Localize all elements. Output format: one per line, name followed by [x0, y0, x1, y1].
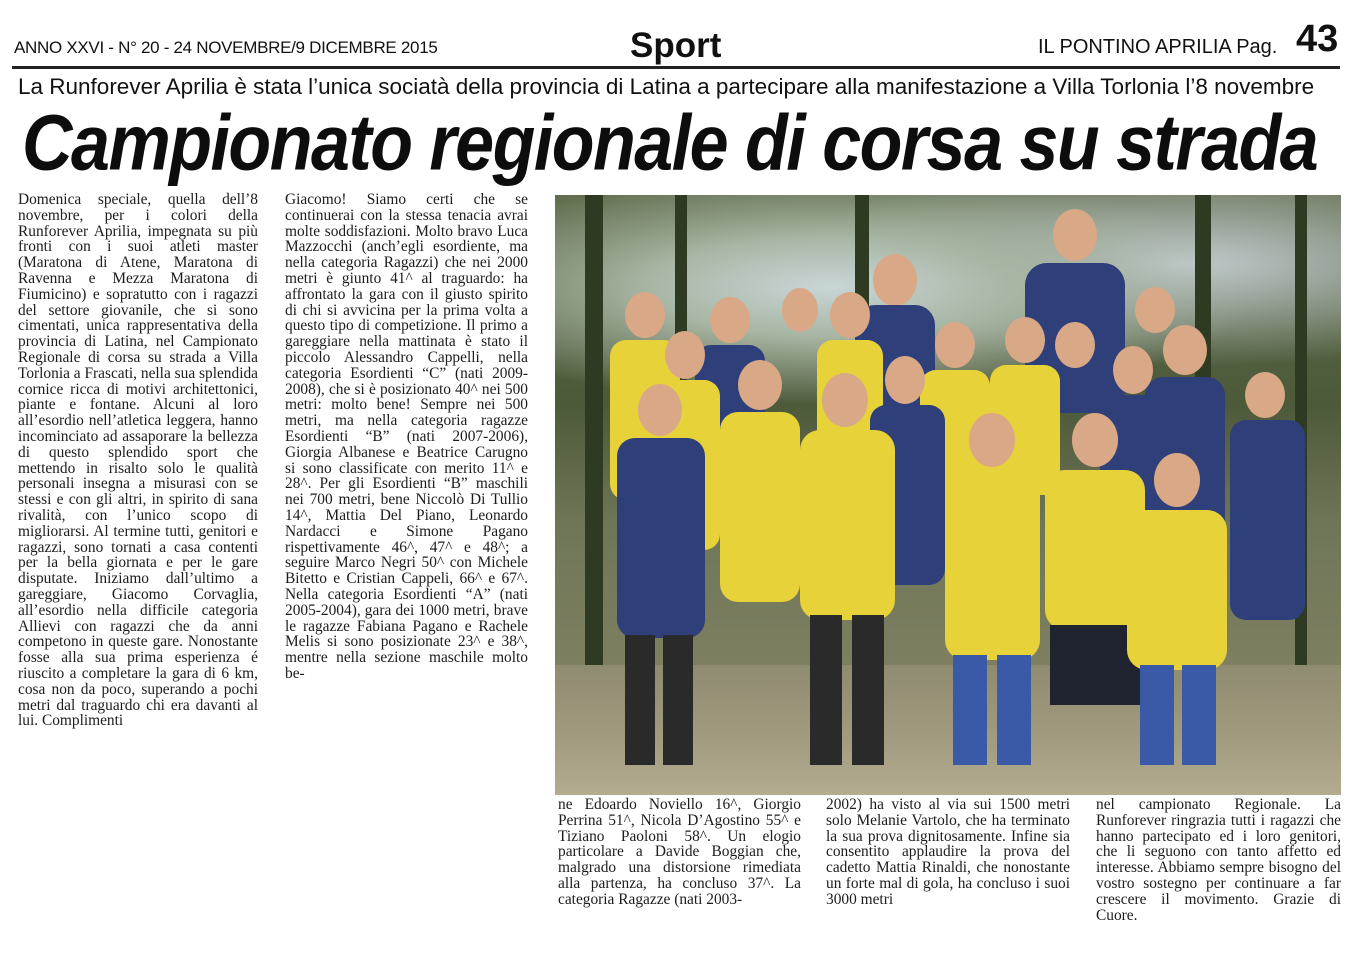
article-headline: Campionato regionale di corsa su strada: [22, 99, 1318, 187]
header-rule: [12, 66, 1340, 69]
article-column-2: [285, 192, 528, 952]
team-photo: [555, 195, 1341, 795]
column-1-text: Domenica speciale, quella dell’8 novembre, per i colori della Runforever Aprilia, impegnata su più fronti con i suoi atleti master (Maratona di Atene, Maratona di Ravenna e Mezza Maratona di Fiumicino) e sopratutto con i ragazzi del settore giovanile, che si sono cimentati, unica rappresentativa della provincia di Latina, nel Campionato Regionale di corsa su strada a Villa Torlonia a Frascati, nella sua splendida cornice ricca di motivi architettonici, piante e fontane. Alcuni al loro all’esordio nell’atletica leggera, hanno incominciato ad assaporare la bellezza di questo splendido sport che mettendo in risalto solo le qualità personali insegna a misurasi con se stessi e con gli altri, in spirito di sana rivalità, con l’unico scopo di migliorarsi. Al termine tutti, genitori e ragazzi, sono tornati a casa contenti per la bella giornata e per le gare disputate. Iniziamo dall’ultimo a gareggiare, Giacomo Corvaglia, all’esordio nella difficile categoria Allievi con ragazzi che da anni competono in queste gare. Nonostante fosse alla sua prima esperienza é riuscito a completare la gara di 6 km, cosa non da poco, superando a pochi metri dal traguardo chi era davanti al lui. Complimenti: [18, 192, 258, 730]
column-4-text: 2002) ha visto al via sui 1500 metri solo Melanie Vartolo, che ha terminato la sua prova dignitosamente. Infine sia consentito applaudire la prova del cadetto Mattia Rinaldi, che nonostante un forte mal di gola, ha concluso i suoi 3000 metri: [826, 797, 1070, 908]
article-subtitle: La Runforever Aprilia è stata l’unica sociatà della provincia di Latina a partecipare alla manifestazione a Villa Torlonia l’8 novembre: [18, 74, 1315, 99]
column-2-text: Giacomo! Siamo certi che se continuerai con la stessa tenacia avrai molte soddisfazioni. Molto bravo Luca Mazzocchi (anch’egli esordiente, ma nella categoria Ragazzi) che nei 2000 metri è giunto 41^ al traguardo: ha affrontato la gara con il giusto spirito di chi si avvicina per la prima volta a questo tipo di competizione. Il primo a gareggiare nella mattinata è stato il piccolo Alessandro Cappelli, nella categoria Esordienti “C” (nati 2009-2008), che si è posizionato 40^ nei 500 metri: molto bene! Sempre nei 500 metri, ma nella categoria ragazze Esordienti “B” (nati 2007-2006), Giorgia Albanese e Beatrice Carugno si sono classificate con merito 11^ e 28^. Per gli Esordienti “B” maschili nei 700 metri, bene Niccolò Di Tullio 14^, Mattia Del Piano, Leonardo Nardacci e Simone Pagano rispettivamente 46^, 47^ e 48^; a seguire Marco Negri 50^ con Michele Bitetto e Cristian Cappeli, 66^ e 67^. Nella categoria Esordienti “A” (nati 2005-2004), gara dei 1000 metri, brave le ragazze Fabiana Pagano e Rachele Melis si sono posizionate 23^ e 38^, mentre nella sezione maschile molto be-: [285, 192, 528, 682]
article-column-5: [1096, 797, 1341, 947]
section-title: Sport: [630, 26, 722, 65]
column-5-text: nel campionato Regionale. La Runforever ringrazia tutti i ragazzi che hanno partecipato ed i loro genitori, che li seguono con tanto affetto ed interesse. Abbiamo sempre bisogno del vostro sostegno per continuare a far crescere il movimento. Grazie di Cuore.: [1096, 797, 1341, 924]
article-column-1: [18, 192, 258, 842]
article-column-4: [826, 797, 1070, 947]
page-number: 43: [1296, 18, 1339, 60]
team-group-figures: [555, 195, 1341, 795]
article-column-3: [558, 797, 801, 947]
column-3-text: ne Edoardo Noviello 16^, Giorgio Perrina 51^, Nicola D’Agostino 55^ e Tiziano Paoloni 58^. Un elogio particolare a Davide Boggian che, malgrado una distorsione rimediata alla partenza, ha concluso 37^. La categoria Ragazze (nati 2003-: [558, 797, 801, 908]
paper-name: IL PONTINO APRILIA Pag.: [1038, 36, 1278, 58]
issue-info: ANNO XXVI - N° 20 - 24 NOVEMBRE/9 DICEMBRE 2015: [14, 38, 438, 57]
